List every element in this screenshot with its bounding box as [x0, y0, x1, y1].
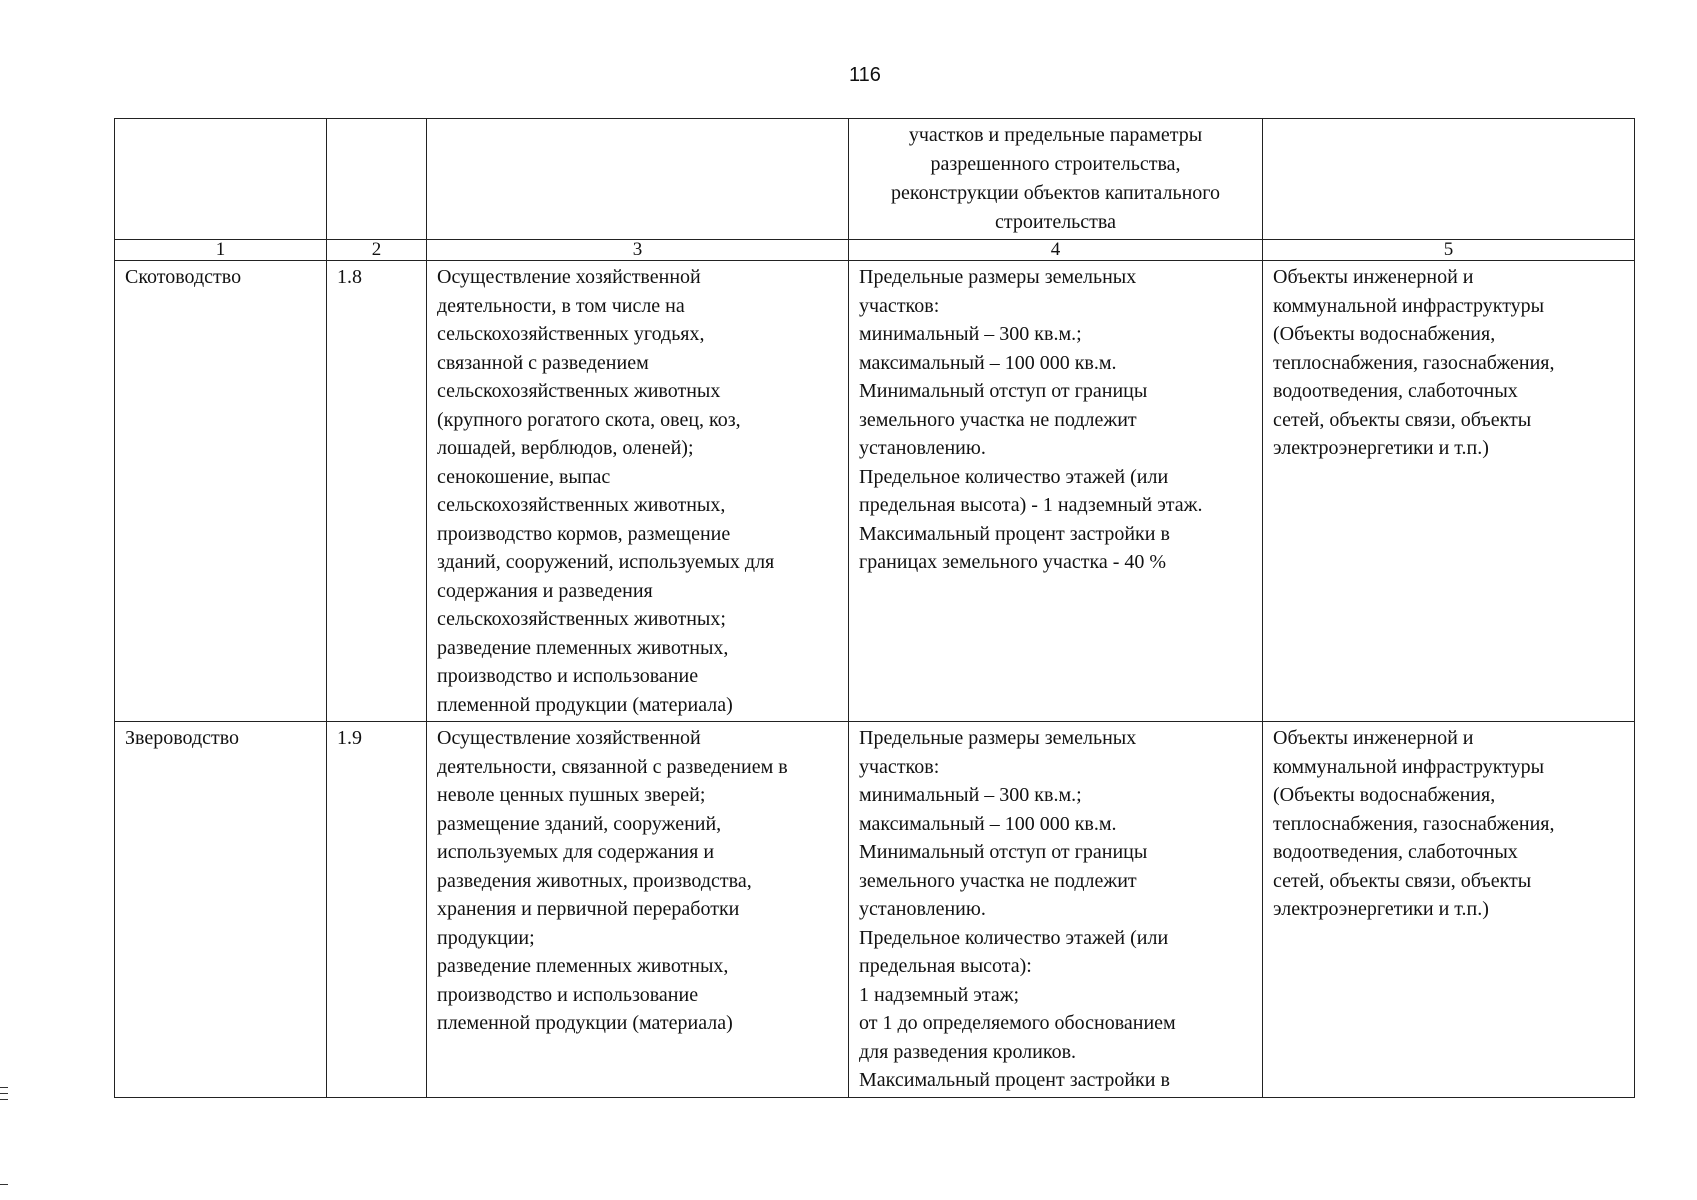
page-number: 116	[849, 64, 881, 86]
land-use-table	[114, 118, 1635, 1098]
description-line: деятельности, в том числе на	[437, 294, 685, 317]
land-use-description	[427, 722, 849, 1098]
parameters-line: установлению.	[859, 898, 986, 920]
parameters-line: предельная высота):	[859, 955, 1032, 977]
description-line: сельскохозяйственных животных,	[437, 494, 726, 516]
auxiliary-uses	[1263, 261, 1635, 722]
auxiliary-line: водоотведения, слаботочных	[1273, 380, 1518, 402]
description-line: племенной продукции (материала)	[437, 693, 733, 716]
description-line: связанной с разведением	[437, 351, 649, 374]
description-line: производство и использование	[437, 983, 699, 1006]
land-use-parameters	[849, 722, 1263, 1098]
header-line: реконструкции объектов капитального	[891, 182, 1220, 204]
header-line: участков и предельные параметры	[908, 124, 1203, 146]
parameters-line: Предельное количество этажей (или	[859, 926, 1169, 949]
auxiliary-line: водоотведения, слаботочных	[1273, 841, 1518, 863]
description-line: используемых для содержания и	[437, 841, 715, 863]
auxiliary-line: сетей, объекты связи, объекты	[1273, 869, 1532, 892]
auxiliary-line: Объекты инженерной и	[1273, 266, 1474, 288]
parameters-line: земельного участка не подлежит	[859, 408, 1137, 431]
scan-mark	[0, 1093, 8, 1094]
parameters-line: Минимальный отступ от границы	[859, 841, 1148, 863]
scan-mark	[0, 1099, 8, 1100]
column-number: 4	[849, 240, 1263, 261]
auxiliary-uses	[1263, 722, 1635, 1098]
continuation-cell-5	[1263, 119, 1635, 240]
continuation-header-row	[115, 119, 1635, 240]
auxiliary-line: электроэнергетики и т.п.)	[1273, 898, 1489, 920]
parameters-line: Максимальный процент застройки в	[859, 522, 1170, 545]
description-line: (крупного рогатого скота, овец, коз,	[437, 408, 741, 431]
table-row	[115, 722, 1635, 1098]
land-use-name: Скотоводство	[115, 261, 327, 722]
description-line: продукции;	[437, 926, 535, 949]
parameters-line: земельного участка не подлежит	[859, 869, 1137, 892]
auxiliary-line: коммунальной инфраструктуры	[1273, 755, 1545, 778]
column-number-row	[115, 240, 1635, 261]
header-line: разрешенного строительства,	[930, 153, 1181, 175]
description-line: сельскохозяйственных животных;	[437, 608, 726, 630]
table-row	[115, 261, 1635, 722]
description-line: разведения животных, производства,	[437, 869, 752, 892]
description-line: зданий, сооружений, используемых для	[437, 551, 775, 573]
header-line: строительства	[995, 211, 1116, 233]
description-line: производство и использование	[437, 665, 699, 687]
parameters-line: Предельное количество этажей (или	[859, 465, 1169, 488]
auxiliary-line: теплоснабжения, газоснабжения,	[1273, 812, 1555, 835]
auxiliary-line: Объекты инженерной и	[1273, 727, 1474, 749]
parameters-line: для разведения кроликов.	[859, 1040, 1077, 1063]
auxiliary-line: теплоснабжения, газоснабжения,	[1273, 351, 1555, 374]
description-line: содержания и разведения	[437, 579, 653, 602]
description-line: хранения и первичной переработки	[437, 898, 740, 920]
description-line: производство кормов, размещение	[437, 522, 731, 545]
parameters-line: Предельные размеры земельных	[859, 727, 1137, 749]
auxiliary-line: коммунальной инфраструктуры	[1273, 294, 1545, 317]
land-use-code: 1.9	[327, 722, 427, 1098]
column-number: 3	[427, 240, 849, 261]
description-line: деятельности, связанной с разведением в	[437, 755, 788, 778]
auxiliary-line: (Объекты водоснабжения,	[1273, 323, 1496, 345]
column-number: 1	[115, 240, 327, 261]
parameters-line: Минимальный отступ от границы	[859, 380, 1148, 402]
continuation-cell-2	[327, 119, 427, 240]
description-line: разведение племенных животных,	[437, 636, 729, 659]
scan-mark	[0, 1087, 8, 1088]
description-line: размещение зданий, сооружений,	[437, 812, 722, 835]
scan-mark	[0, 1184, 8, 1185]
parameters-line: максимальный – 100 000 кв.м.	[859, 351, 1117, 374]
description-line: сенокошение, выпас	[437, 465, 611, 488]
land-use-name: Звероводство	[115, 722, 327, 1098]
description-line: разведение племенных животных,	[437, 955, 729, 977]
description-line: Осуществление хозяйственной	[437, 266, 701, 288]
parameters-line: Предельные размеры земельных	[859, 266, 1137, 288]
parameters-line: границах земельного участка - 40 %	[859, 551, 1167, 573]
parameters-line: 1 надземный этаж;	[859, 983, 1020, 1006]
parameters-line: установлению.	[859, 437, 986, 459]
column-number: 2	[327, 240, 427, 261]
description-line: племенной продукции (материала)	[437, 1012, 733, 1034]
continuation-cell-1	[115, 119, 327, 240]
description-line: сельскохозяйственных животных	[437, 380, 721, 402]
parameters-line: Максимальный процент застройки в	[859, 1069, 1170, 1091]
land-use-parameters	[849, 261, 1263, 722]
parameters-line: участков:	[859, 755, 940, 778]
continuation-cell-3	[427, 119, 849, 240]
parameters-line: минимальный – 300 кв.м.;	[859, 784, 1082, 806]
auxiliary-line: (Объекты водоснабжения,	[1273, 784, 1496, 806]
land-use-code: 1.8	[327, 261, 427, 722]
land-use-description	[427, 261, 849, 722]
parameters-line: предельная высота) - 1 надземный этаж.	[859, 494, 1203, 516]
parameters-line: минимальный – 300 кв.м.;	[859, 323, 1082, 345]
auxiliary-line: сетей, объекты связи, объекты	[1273, 408, 1532, 431]
parameters-line: участков:	[859, 294, 940, 317]
column-number: 5	[1263, 240, 1635, 261]
description-line: Осуществление хозяйственной	[437, 727, 701, 749]
description-line: лошадей, верблюдов, оленей);	[437, 437, 694, 459]
parameters-line: от 1 до определяемого обоснованием	[859, 1012, 1176, 1034]
continuation-header-col4	[849, 119, 1263, 240]
description-line: неволе ценных пушных зверей;	[437, 784, 706, 806]
auxiliary-line: электроэнергетики и т.п.)	[1273, 437, 1489, 459]
parameters-line: максимальный – 100 000 кв.м.	[859, 812, 1117, 835]
description-line: сельскохозяйственных угодьях,	[437, 323, 705, 345]
